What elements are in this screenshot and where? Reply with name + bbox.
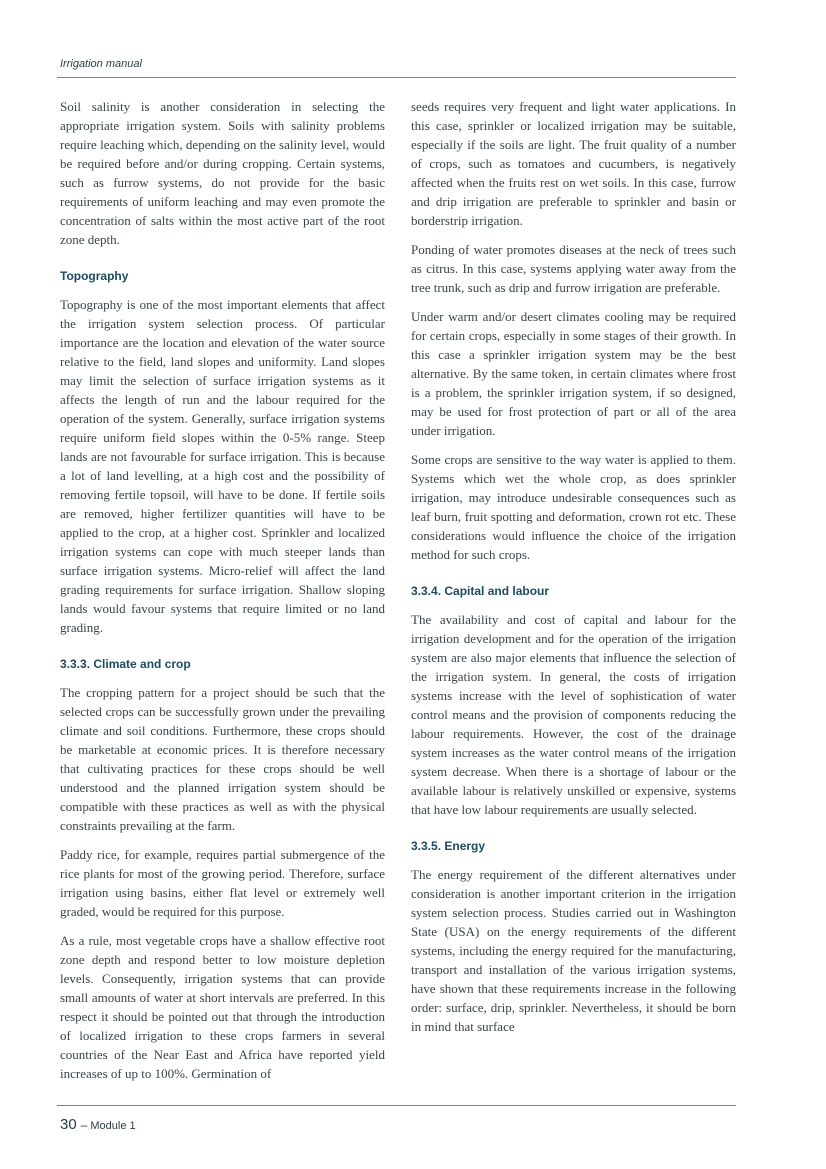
paragraph-energy: The energy requirement of the different alternatives under consideration is another important criterion in the irrigation system selection process. Studies carried out in Washington State (USA) on the energy requirements of the different systems, including the energy required for the manufacturing, transport and installation of the various irrigation systems, have shown that these requirements increase in the following order: surface, drip, sprinkler. Nevertheless, it should be born in mind that surface — [411, 867, 736, 1034]
paragraph-soil-salinity: Soil salinity is another consideration in selecting the appropriate irrigation system. Soils with salinity problems require leaching which, depending on the salinity level, would be required before and/or during cropping. Certain systems, such as furrow systems, do not provide for the basic requirements of uniform leaching and may even promote the concentration of salts within the most active part of the root zone depth. — [60, 99, 385, 247]
paragraph-cropping-pattern: The cropping pattern for a project should be such that the selected crops can be successfully grown under the prevailing climate and soil conditions. Furthermore, these crops should be marketable at economic prices. It is therefore necessary that cultivating practices for these crops should be well understood and the planned irrigation system should be compatible with these practices as well as with the physical constraints prevailing at the farm. — [60, 685, 385, 833]
footer-rule — [57, 1105, 736, 1106]
paragraph-paddy-rice: Paddy rice, for example, requires partial submergence of the rice plants for most of the growing period. Therefore, surface irrigation using basins, either flat level or extremely well graded, would be required for this purpose. — [60, 847, 385, 919]
paragraph-capital-labour: The availability and cost of capital and labour for the irrigation development and for the operation of the irrigation system are also major elements that influence the selection of the irrigation system. In general, the costs of irrigation systems increase with the level of sophistication of water control means and the provision of components reducing the labour requirements. However, the cost of the drainage system increases as the water control means of the irrigation system decrease. When there is a shortage of labour or the available labour is relatively unskilled or expensive, systems that have low labour requirements are usually selected. — [411, 612, 736, 817]
paragraph-seed-germination: seeds requires very frequent and light water applications. In this case, sprinkler or localized irrigation may be suitable, especially if the soils are light. The fruit quality of a number of crops, such as tomatoes and cucumbers, is negatively affected when the fruits rest on wet soils. In this case, furrow and drip irrigation are preferable to sprinkler and basin or borderstrip irrigation. — [411, 99, 736, 228]
paragraph-cooling: Under warm and/or desert climates cooling may be required for certain crops, especially in some stages of their growth. In this case a sprinkler irrigation system may be the best alternative. By the same token, in certain climates where frost is a problem, the sprinkler irrigation system, if so designed, may be used for frost protection of part or all of the area under irrigation. — [411, 309, 736, 438]
heading-topography: Topography — [60, 269, 129, 283]
footer-separator: – — [80, 1118, 88, 1132]
left-column — [60, 97, 385, 1093]
paragraph-sensitive-crops: Some crops are sensitive to the way water is applied to them. Systems which wet the whole crop, as does sprinkler irrigation, may introduce undesirable consequences such as leaf burn, fruit spotting and deformation, crown rot etc. These considerations would influence the choice of the irrigation method for such crops. — [411, 452, 736, 562]
heading-energy: 3.3.5. Energy — [411, 839, 486, 853]
heading-capital-and-labour: 3.3.4. Capital and labour — [411, 584, 550, 598]
heading-climate-and-crop: 3.3.3. Climate and crop — [60, 657, 191, 671]
page-footer — [60, 1116, 136, 1134]
right-column — [411, 97, 736, 1046]
page-number: 30 — [60, 1116, 77, 1133]
header-rule — [57, 77, 736, 78]
paragraph-ponding: Ponding of water promotes diseases at the neck of trees such as citrus. In this case, systems applying water away from the tree trunk, such as drip and furrow irrigation are preferable. — [411, 242, 736, 295]
running-header: Irrigation manual — [60, 58, 142, 70]
module-label: Module 1 — [90, 1120, 136, 1132]
paragraph-topography: Topography is one of the most important elements that affect the irrigation system selection process. Of particular importance are the location and elevation of the water source relative to the field, land slopes and uniformity. Land slopes may limit the selection of surface irrigation systems as it affects the length of run and the labour required for the operation of the system. Generally, surface irrigation systems require uniform field slopes within the 0-5% range. Steep lands are not favourable for surface irrigation. This is because a lot of land levelling, at a high cost and the possibility of removing fertile topsoil, will have to be done. If fertile soils are removed, higher fertilizer quantities will have to be applied to the crop, at a higher cost. Sprinkler and localized irrigation systems can cope with much steeper lands than surface irrigation systems. Micro-relief will affect the land grading requirements for surface irrigation. Shallow sloping lands would favour systems that require limited or no land grading. — [60, 297, 385, 635]
paragraph-vegetable-crops: As a rule, most vegetable crops have a shallow effective root zone depth and respond better to low moisture depletion levels. Consequently, irrigation systems that can provide small amounts of water at short intervals are preferred. In this respect it should be pointed out that through the introduction of localized irrigation to these crops farmers in several countries of the Near East and Africa have reported yield increases of up to 100%. Germination of — [60, 933, 385, 1081]
